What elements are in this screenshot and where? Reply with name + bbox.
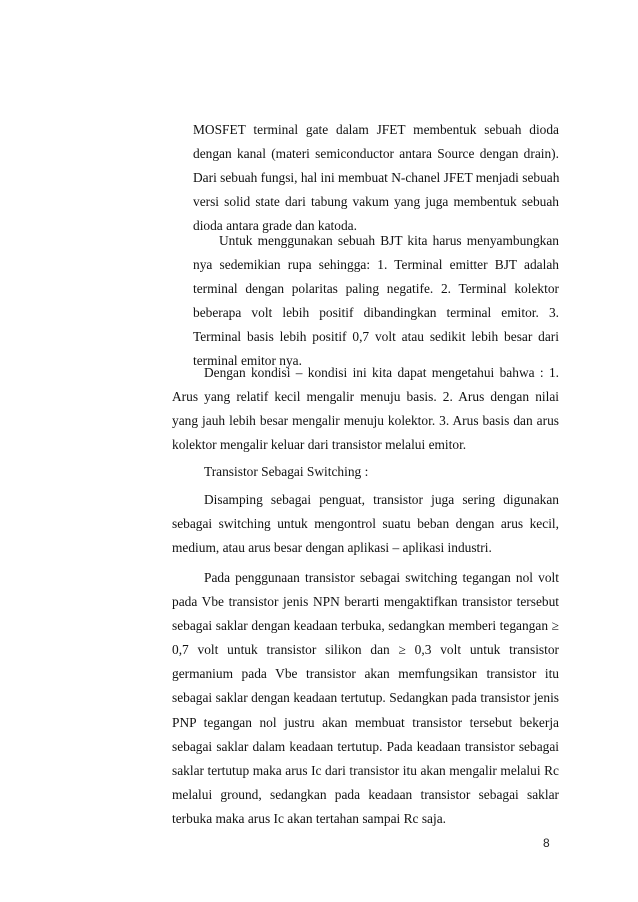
text-line: terminal dengan polaritas paling negatife. 2. Terminal kolektor [193,281,559,297]
text-line: Untuk menggunakan sebuah BJT kita harus menyambungkan [219,233,559,248]
text-line: terminal emitor nya. [193,353,302,369]
page-number: 8 [543,836,550,850]
text-line: PNP tegangan nol justru akan membuat transistor tersebut bekerja [172,714,559,730]
text-line: Dari sebuah fungsi, hal ini membuat N-chanel JFET menjadi sebuah [193,170,560,186]
text-line: Pada penggunaan transistor sebagai switching tegangan nol volt [204,570,559,585]
text-line: nya sedemikian rupa sehingga: 1. Terminal emitter BJT adalah [193,257,559,273]
text-line: MOSFET terminal gate dalam JFET membentuk sebuah dioda [193,122,559,137]
text-line: 0,7 volt untuk transistor silikon dan ≥ 0,3 volt untuk transistor [172,642,559,658]
text-line: Arus yang relatif kecil mengalir menuju basis. 2. Arus dengan nilai [172,389,559,405]
section-heading: Transistor Sebagai Switching : [204,464,369,479]
text-line: melalui ground, sedangkan pada keadaan transistor sebagai saklar [172,786,559,802]
paragraph-mosfet [193,118,559,238]
text-line: dengan kanal (materi semiconductor antara Source dengan drain). [193,146,559,162]
text-line: germanium pada Vbe transistor akan memfungsikan transistor itu [172,666,559,682]
text-line: sebagai saklar dengan keadaan tertutup. Sedangkan pada transistor jenis [172,690,559,706]
text-line: medium, atau arus besar dengan aplikasi – aplikasi industri. [172,540,492,556]
text-line: Dengan kondisi – kondisi ini kita dapat mengetahui bahwa : 1. [204,365,559,380]
text-line: versi solid state dari tabung vakum yang juga membentuk sebuah [193,194,559,210]
text-line: pada Vbe transistor jenis NPN berarti mengaktifkan transistor tersebut [172,594,559,610]
text-line: sebagai saklar dengan keadaan terbuka, sedangkan memberi tegangan ≥ [172,618,559,634]
paragraph-switching-intro [172,488,559,560]
paragraph-switching-detail [172,566,559,831]
paragraph-kondisi [172,361,559,457]
text-line: yang jauh lebih besar mengalir menuju kolektor. 3. Arus basis dan arus [172,413,559,429]
text-line: Disamping sebagai penguat, transistor juga sering digunakan [204,492,559,507]
text-line: Terminal basis lebih positif 0,7 volt atau sedikit lebih besar dari [193,329,559,345]
text-line: beberapa volt lebih positif dibandingkan terminal emitor. 3. [193,305,559,321]
text-line: dioda antara grade dan katoda. [193,218,357,234]
text-line: kolektor mengalir keluar dari transistor melalui emitor. [172,437,467,453]
text-line: saklar tertutup maka arus Ic dari transistor itu akan mengalir melalui Rc [172,762,559,778]
text-line: sebagai switching untuk mengontrol suatu beban dengan arus kecil, [172,516,559,532]
paragraph-bjt [193,229,559,374]
text-line: terbuka maka arus Ic akan tertahan sampai Rc saja. [172,810,447,826]
text-line: sebagai saklar dalam keadaan tertutup. Pada keadaan transistor sebagai [172,738,559,754]
